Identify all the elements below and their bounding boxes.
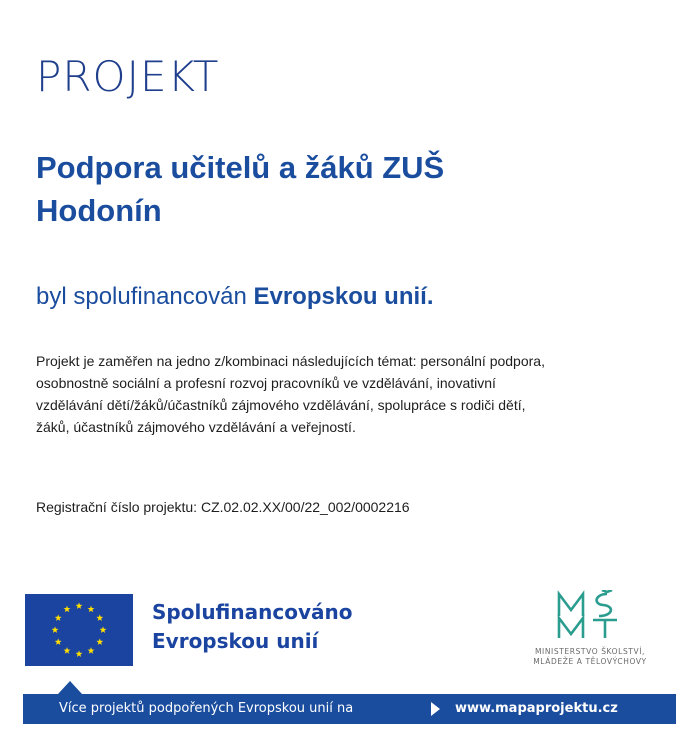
description-line: Projekt je zaměřen na jedno z/kombinaci následujících témat: personální podpora, [36,353,545,369]
msmt-mark-icon [555,590,627,642]
msmt-logo [515,590,665,670]
cofinance-emphasis: Evropskou unií. [253,283,434,310]
bottom-bar-text: Více projektů podpořených Evropskou unií na [59,701,354,716]
eu-star-icon [88,647,95,654]
project-title-line: Hodonín [36,193,162,228]
eu-star-icon [88,606,95,613]
play-arrow-icon [431,702,440,716]
eu-star-icon [55,614,62,621]
eu-star-icon [55,638,62,645]
eu-star-icon [52,626,59,633]
page-heading: PROJEKT [36,52,220,101]
project-title [36,146,656,232]
description-line: vzdělávání dětí/žáků/účastníků zájmového vzdělávání, spolupráce s rodiči dětí, [36,397,526,413]
eu-star-icon [64,606,71,613]
eu-flag-icon [25,594,133,666]
eu-star-icon [100,626,107,633]
eu-star-icon [96,638,103,645]
cofinance-statement [36,283,434,311]
description-line: žáků, účastníků zájmového vzdělávání a veřejností. [36,419,356,435]
eu-label-line: Spolufinancováno [152,600,353,624]
cofinance-prefix: byl spolufinancován [36,283,254,310]
project-title-line: Podpora učitelů a žáků ZUŠ [36,150,445,185]
eu-cofunded-label [152,598,352,656]
description-line: osobnostně sociální a profesní rozvoj pracovníků ve vzdělávání, inovativní [36,375,496,391]
eu-star-icon [64,647,71,654]
eu-star-icon [96,614,103,621]
bottom-bar-notch [58,681,82,694]
eu-star-icon [76,650,83,657]
msmt-caption-line: MLÁDEŽE A TĚLOVÝCHOVY [533,657,647,666]
eu-star-icon [76,602,83,609]
eu-label-line: Evropskou unií [152,629,319,653]
msmt-caption [515,647,665,667]
registration-number: Registrační číslo projektu: CZ.02.02.XX/00/22_002/0002216 [36,499,410,515]
mapaprojektu-link[interactable]: www.mapaprojektu.cz [455,701,618,716]
msmt-caption-line: MINISTERSTVO ŠKOLSTVÍ, [534,647,646,656]
bottom-bar[interactable] [23,694,676,724]
project-description [36,350,661,438]
